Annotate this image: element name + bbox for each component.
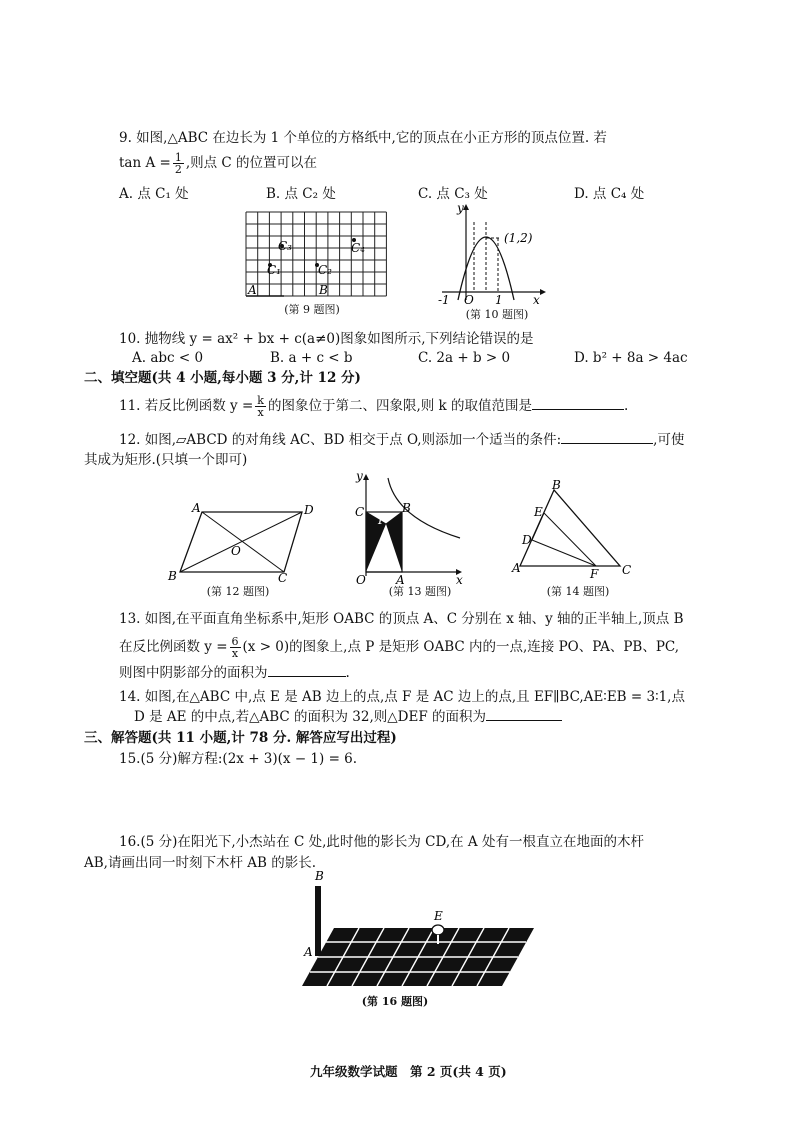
q13-figure-caption: (第 13 题图) bbox=[388, 585, 452, 598]
q11-text bbox=[119, 395, 628, 418]
page-footer: 九年级数学试题 第 2 页(共 4 页) bbox=[310, 1064, 507, 1079]
q12-answer-blank[interactable] bbox=[561, 443, 653, 444]
q13-line2 bbox=[119, 636, 679, 659]
q9-grid-figure bbox=[244, 212, 384, 312]
q13-rectangle-figure bbox=[352, 469, 472, 587]
q12-label-a: A bbox=[192, 501, 201, 515]
q14-label-d: D bbox=[522, 533, 532, 547]
q10-label-one: 1 bbox=[495, 293, 503, 307]
q11-end: . bbox=[624, 398, 629, 414]
q13-label-p: P bbox=[378, 513, 387, 527]
q13-line1: 13. 如图,在平面直角坐标系中,矩形 OABC 的顶点 A、C 分别在 x 轴、y 轴的正半轴上,顶点 B bbox=[119, 611, 684, 627]
q16-pole-figure bbox=[298, 868, 538, 978]
q9-tan-pre: tan A = bbox=[119, 155, 171, 171]
q13-label-o: O bbox=[356, 573, 366, 587]
q16-label-a: A bbox=[304, 945, 313, 959]
section-3-heading: 三、解答题(共 11 小题,计 78 分. 解答应写出过程) bbox=[84, 730, 397, 746]
q14-label-c: C bbox=[622, 563, 632, 577]
q10-label-y: y bbox=[457, 201, 464, 215]
q14-triangle-figure bbox=[510, 480, 640, 580]
q14-answer-blank[interactable] bbox=[486, 720, 562, 721]
q10-figure-caption: (第 10 题图) bbox=[465, 308, 529, 321]
q14-figure-caption: (第 14 题图) bbox=[546, 585, 610, 598]
q14-line2 bbox=[134, 708, 562, 726]
q13-line3 bbox=[119, 664, 350, 682]
q10-option-d: D. b² + 8a > 4ac bbox=[574, 350, 688, 366]
q9-figure-caption: (第 9 题图) bbox=[284, 303, 340, 316]
q11-fraction: $\frac{k}{x}$ bbox=[257, 394, 264, 419]
q14-label-e: E bbox=[534, 505, 543, 519]
q16-label-b: B bbox=[315, 869, 324, 883]
q13-fraction: $\frac{6}{x}$ bbox=[231, 635, 239, 660]
q10-label-x: x bbox=[533, 293, 540, 307]
q13-label-a: A bbox=[396, 573, 405, 587]
q16-figure-caption: (第 16 题图) bbox=[361, 995, 429, 1008]
q14-label-b: B bbox=[552, 478, 561, 492]
q13-label-y: y bbox=[356, 469, 363, 483]
q10-option-b: B. a + c < b bbox=[270, 350, 353, 366]
q12-label-b: B bbox=[168, 569, 177, 583]
q14-label-a: A bbox=[512, 561, 521, 575]
q14-line2-text: D 是 AE 的中点,若△ABC 的面积为 32,则△DEF 的面积为 bbox=[134, 709, 486, 725]
q9-label-c2: C₂ bbox=[318, 263, 332, 277]
q9-label-c4: C₄ bbox=[351, 241, 365, 255]
q12-line2: 其成为矩形.(只填一个即可) bbox=[84, 452, 248, 468]
section-2-heading: 二、填空题(共 4 小题,每小题 3 分,计 12 分) bbox=[84, 370, 361, 386]
q12-label-d: D bbox=[304, 503, 314, 517]
q9-option-b: B. 点 C₂ 处 bbox=[266, 186, 336, 202]
q9-line2 bbox=[119, 152, 317, 175]
q9-tan-fraction: $\frac{1}{2}$ bbox=[174, 151, 182, 176]
q14-label-f: F bbox=[590, 567, 599, 581]
q11-answer-blank[interactable] bbox=[532, 409, 624, 410]
q13-label-c: C bbox=[355, 505, 365, 519]
q13-line3-end: . bbox=[345, 665, 350, 681]
q14-line1: 14. 如图,在△ABC 中,点 E 是 AB 边上的点,点 F 是 AC 边上的点,且 EF∥BC,AE∶EB = 3∶1,点 bbox=[119, 689, 685, 705]
q13-answer-blank[interactable] bbox=[268, 676, 346, 677]
q12-line1 bbox=[119, 431, 684, 449]
q12-line1-post: ,可使 bbox=[653, 432, 685, 448]
q16-line1: 16.(5 分)在阳光下,小杰站在 C 处,此时他的影长为 CD,在 A 处有一根直立在地面的木杆 bbox=[119, 834, 644, 850]
q10-label-vertex: (1,2) bbox=[504, 231, 533, 245]
q10-label-origin: O bbox=[464, 293, 474, 307]
q10-option-a: A. abc < 0 bbox=[132, 350, 204, 366]
q9-line1: 9. 如图,△ABC 在边长为 1 个单位的方格纸中,它的顶点在小正方形的顶点位置. 若 bbox=[119, 130, 607, 146]
q13-line3-text: 则图中阴影部分的面积为 bbox=[119, 665, 268, 681]
q13-line2-pre: 在反比例函数 y = bbox=[119, 639, 228, 655]
q9-option-c: C. 点 C₃ 处 bbox=[418, 186, 488, 202]
q13-label-b: B bbox=[402, 501, 411, 515]
q12-parallelogram-figure bbox=[168, 500, 318, 590]
q10-text: 10. 抛物线 y = ax² + bx + c(a≠0)图象如图所示,下列结论错误的是 bbox=[119, 331, 534, 347]
q11-post: 的图象位于第二、四象限,则 k 的取值范围是 bbox=[267, 398, 533, 414]
q9-label-c3: C₃ bbox=[278, 239, 292, 253]
q12-line1-pre: 12. 如图,▱ABCD 的对角线 AC、BD 相交于点 O,则添加一个适当的条件: bbox=[119, 432, 562, 448]
q9-line2-post: ,则点 C 的位置可以在 bbox=[185, 155, 318, 171]
q12-label-o: O bbox=[231, 544, 241, 558]
q9-option-d: D. 点 C₄ 处 bbox=[574, 186, 645, 202]
q16-label-e: E bbox=[434, 909, 443, 923]
q13-label-x: x bbox=[456, 573, 463, 587]
q12-figure-caption: (第 12 题图) bbox=[206, 585, 270, 598]
q10-label-minus-one: -1 bbox=[438, 293, 450, 307]
q11-pre: 11. 若反比例函数 y = bbox=[119, 398, 254, 414]
q9-option-a: A. 点 C₁ 处 bbox=[119, 186, 189, 202]
q16-line2: AB,请画出同一时刻下木杆 AB 的影长. bbox=[84, 855, 317, 871]
q9-label-a: A bbox=[248, 283, 257, 297]
q13-line2-post: (x > 0)的图象上,点 P 是矩形 OABC 内的一点,连接 PO、PA、PB、PC, bbox=[242, 639, 680, 655]
q10-parabola-figure bbox=[438, 201, 550, 307]
q10-option-c: C. 2a + b > 0 bbox=[418, 350, 511, 366]
q12-label-c: C bbox=[278, 571, 288, 585]
q15-text: 15.(5 分)解方程:(2x + 3)(x − 1) = 6. bbox=[119, 751, 358, 767]
q9-label-c1: C₁ bbox=[267, 263, 281, 277]
q9-label-b: B bbox=[319, 283, 328, 297]
